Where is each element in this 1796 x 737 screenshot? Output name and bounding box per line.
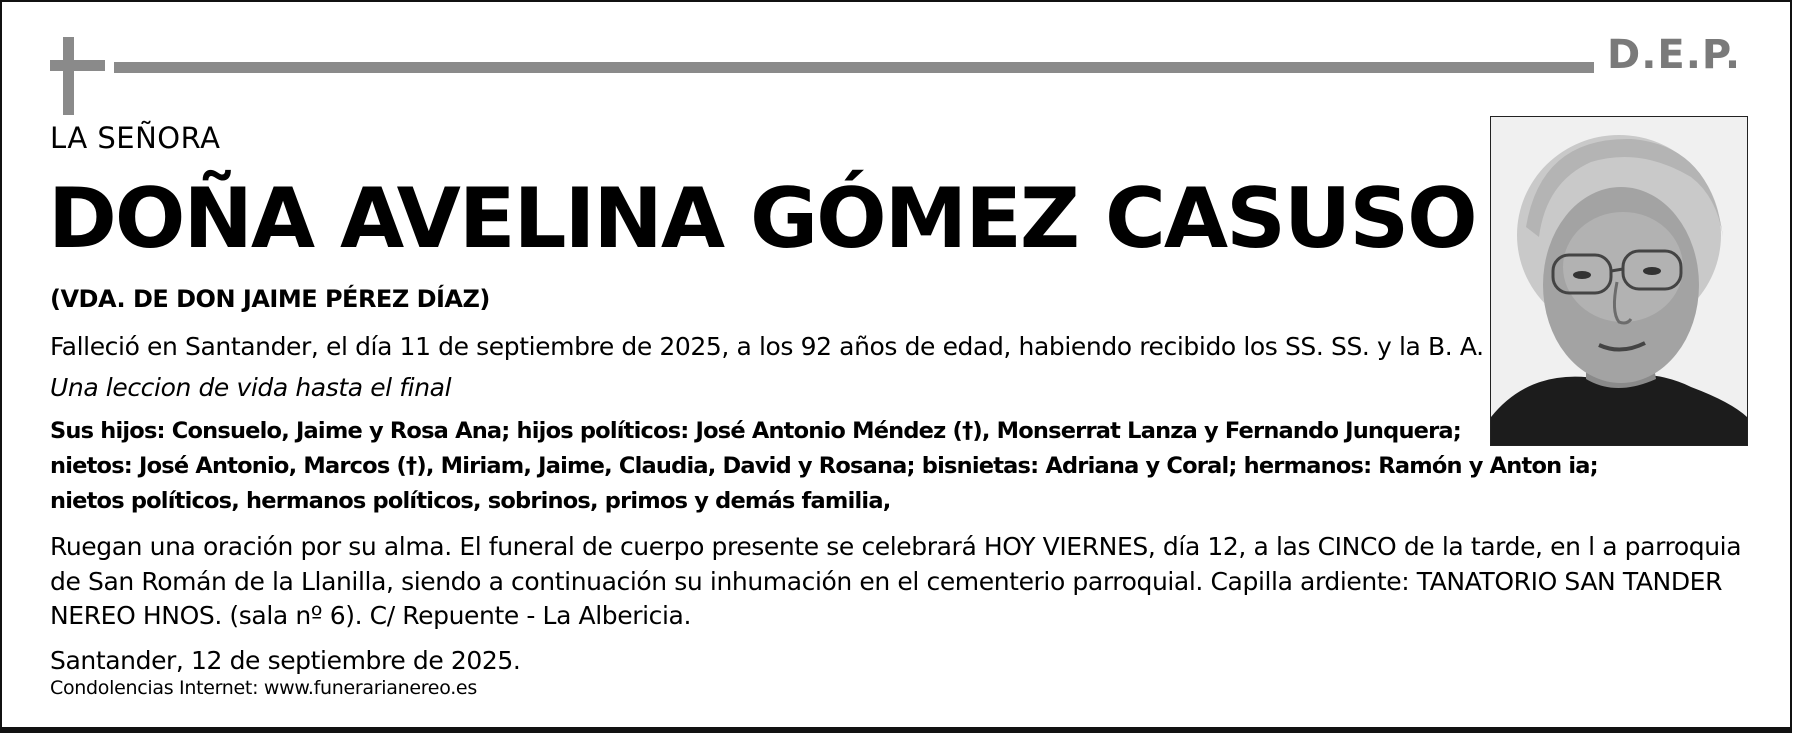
condolences-link: Condolencias Internet: www.funerarianereo.es bbox=[50, 677, 477, 699]
funeral-line: Ruegan una oración por su alma. El funeral de cuerpo presente se celebrará HOY VIERNES, día 12, a las CINCO de la tarde, en l a parroquia bbox=[50, 532, 1742, 561]
dep-label: D.E.P. bbox=[1607, 32, 1742, 78]
widow-of: (VDA. DE DON JAIME PÉREZ DÍAZ) bbox=[50, 285, 490, 313]
motto: Una leccion de vida hasta el final bbox=[50, 373, 452, 402]
header-rule bbox=[114, 62, 1594, 73]
death-notice: Falleció en Santander, el día 11 de septiembre de 2025, a los 92 años de edad, habiendo recibido los SS. SS. y la B. A. bbox=[50, 332, 1484, 361]
place-date: Santander, 12 de septiembre de 2025. bbox=[50, 646, 521, 675]
family-line: Sus hijos: Consuelo, Jaime y Rosa Ana; hijos políticos: José Antonio Méndez (†), Monserrat Lanza y Fernando Junquera; bbox=[50, 418, 1462, 444]
intro-label: LA SEÑORA bbox=[50, 121, 221, 155]
deceased-name: DOÑA AVELINA GÓMEZ CASUSO bbox=[48, 170, 1476, 267]
portrait-photo bbox=[1490, 116, 1748, 446]
funeral-line: NEREO HNOS. (sala nº 6). C/ Repuente - La Albericia. bbox=[50, 601, 692, 630]
family-line: nietos políticos, hermanos políticos, sobrinos, primos y demás familia, bbox=[50, 488, 891, 514]
family-line: nietos: José Antonio, Marcos (†), Miriam, Jaime, Claudia, David y Rosana; bisnietas: Adriana y Coral; hermanos: Ramón y Anton ia; bbox=[50, 453, 1598, 479]
funeral-line: de San Román de la Llanilla, siendo a continuación su inhumación en el cementerio parroquial. Capilla ardiente: TANATORIO SAN TANDER bbox=[50, 567, 1723, 596]
